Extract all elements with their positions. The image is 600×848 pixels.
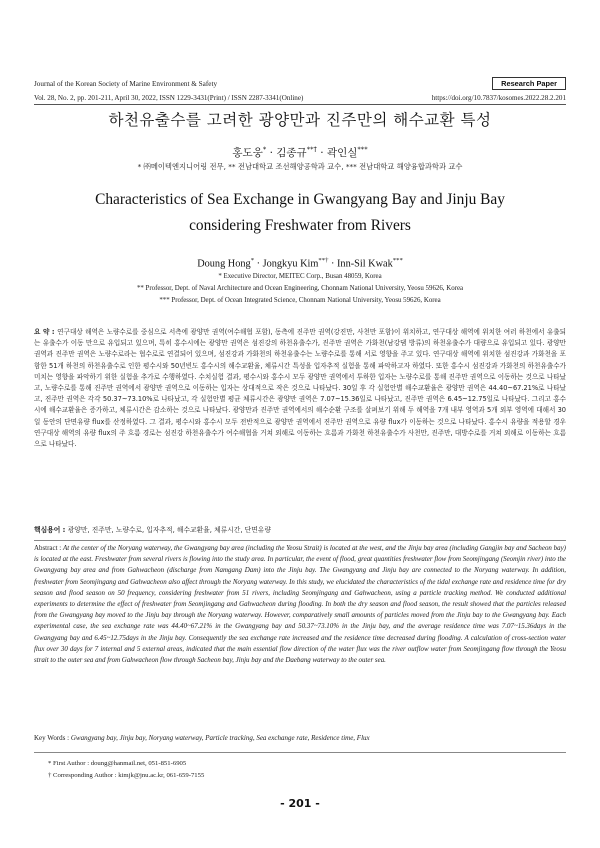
author-name: 홍도웅	[232, 147, 263, 159]
keywords-korean	[34, 524, 271, 534]
footnote-corresponding-author: † Corresponding Author : kimjk@jnu.ac.kr, 061-659-7155	[48, 772, 205, 779]
author-mark: **†	[306, 145, 317, 154]
affiliation-english-2: ** Professor, Dept. of Naval Architecture and Ocean Engineering, Chonnam National University, Yeosu 59626, Korea	[136, 285, 464, 292]
author-mark: ***	[357, 145, 368, 154]
author-name: 김종규	[276, 147, 307, 159]
keywords-korean-text: 광양만, 진주만, 노량수로, 입자추적, 해수교환율, 체류시간, 단면유량	[67, 526, 271, 534]
page-number: - 201 -	[280, 797, 320, 810]
author-name: Jongkyu Kim	[262, 258, 319, 270]
author-name: 곽인실	[326, 147, 358, 159]
header-divider	[34, 104, 566, 105]
footnote-divider	[34, 752, 566, 753]
author-mark: *	[250, 257, 255, 264]
affiliation-english-1: * Executive Director, MEITEC Corp., Busan 48059, Korea	[218, 273, 382, 280]
footnote-first-author: * First Author : doung@hanmail.net, 051-851-6905	[48, 760, 187, 767]
author-name: Inn-Sil Kwak	[337, 258, 393, 270]
keywords-english-text: Gwangyang bay, Jinju bay, Noryang waterway, Particle tracking, Sea exchange rate, Residence time, Flux	[70, 734, 370, 742]
volume-issn: Vol. 28, No. 2, pp. 201-211, April 30, 2022, ISSN 1229-3431(Print) / ISSN 2287-3341(Online)	[34, 94, 304, 102]
author-name: Doung Hong	[197, 258, 251, 270]
doi-link[interactable]: https://doi.org/10.7837/kosomes.2022.28.2.201	[431, 94, 566, 102]
title-korean: 하천유출수를 고려한 광양만과 진주만의 해수교환 특성	[108, 111, 492, 129]
abstract-korean-label: 요 약 :	[34, 328, 58, 336]
author-separator: ·	[266, 147, 277, 159]
research-paper-badge: Research Paper	[492, 77, 566, 90]
abstract-english	[34, 543, 566, 666]
keywords-english	[34, 734, 370, 742]
author-mark: **†	[318, 257, 329, 264]
authors-korean	[0, 145, 600, 160]
abstract-korean	[34, 327, 566, 450]
keywords-korean-label: 핵심용어 :	[34, 526, 68, 534]
abstract-korean-text: 연구대상 해역은 노량수로를 중심으로 서측에 광양만 권역(여수해협 포함), 동측에 진주만 권역(강진만, 사천만 포함)이 위치하고, 연구대상 해역에 위치한 여러 하천에서 유출되는 유출수가 이동 만으로 유입되고 있으며, 특히 홍수시에는 광양만 권역은 섬진강의 하천유출수가, 진주만 권역은 가화천(남강댐 방류)의 하천유출수가 대량으로 유입되고 있다. 광양만 권역과 진주만 권역은 노량수로라는 협수로로 연결되어 있으며, 섬진강과 가화천의 하천유출수는 노량수로를 통해 서로 영향을 주고 있다. 연구대상 해역에 위치한 섬진강과 가화천을 포함한 51개 하천의 하천유출수로 인한 평수시와 50년빈도 홍수시의 해수교환율, 체류시간 특성을 입자추적 실험을 통해 파악하고자 하였다. 또한 홍수시 섬진강과 가화천의 하천유출수가 미치는 영향을 파악하기 위한 실험을 추가로 수행하였다. 수치실험 결과, 평수시와 홍수시 모두 광양만 권역에서 투하한 입자는 노량수로를 통해 진주만 권역으로 이동하는 것으로 나타났고, 노량수로를 통해 진주만 권역에서 광양만 권역으로 이동하는 입자는 상대적으로 작은 것으로 나타났다. 30일 후 각 실험안별 해수교환율은 광양만 권역은 44.40~67.21%로 나타났고, 진주만 권역은 각각 50.37~73.10%로 나타났고, 각 실험안별 평균 체류시간은 광양만 권역은 7.07~15.36일로 나타났고, 진주만 권역은 6.45~12.75일로 나타났다. 그리고 홍수시에 해수교환율은 증가하고, 체류시간은 감소하는 것으로 나타났다. 광양만과 진주만 권역에서의 해수순환 구조를 살펴보기 위해 두 해역을 7개 내부 영역과 5개 외부 영역에 대해서 30일 동안의 단면유량 flux를 산정하였다. 그 결과, 평수시와 홍수시 모두 전반적으로 광양만 권역에서 진주만 권역으로 유량 flux가 이동하는 것으로 나타났다. 홍수시 유량을 적용할 경우 연구대상 해역의 유량 flux의 주 흐름 경로는 섬진강 하천유출수가 여수해협을 거쳐 외해로 이동하는 흐름과 가화천 하천유출수가 사천만, 진주만, 대방수로를 거쳐 외해로 이동하는 흐름으로 나타났다.	[34, 328, 566, 449]
author-mark: *	[262, 145, 267, 154]
authors-english	[0, 257, 600, 269]
keywords-english-label: Key Words :	[34, 734, 71, 742]
title-english-line2: considering Freshwater from Rivers	[189, 217, 411, 234]
abstract-english-label: Abstract :	[34, 544, 64, 552]
author-mark: ***	[392, 257, 403, 264]
journal-name: Journal of the Korean Society of Marine Environment & Safety	[34, 80, 218, 88]
title-english-line1: Characteristics of Sea Exchange in Gwangyang Bay and Jinju Bay	[95, 191, 505, 208]
affiliation-english-3: *** Professor, Dept. of Ocean Integrated Science, Chonnam National University, Yeosu 59626, Korea	[159, 297, 441, 304]
affiliation-korean: * ㈜메이텍엔지니어링 전무, ** 전남대학교 조선해양공학과 교수, *** 전남대학교 해양융합과학과 교수	[137, 162, 463, 171]
abstract-divider	[34, 540, 566, 541]
author-separator: ·	[254, 258, 263, 270]
abstract-english-text: At the center of the Noryang waterway, the Gwangyang bay area (including the Yeosu Strait) is located at the west, and the Jinju bay area (including Gangjin bay and Sacheon bay) is located at the east. Freshwater from several rivers is flowing into the study area. In particular, the event of flood, great quantities freshwater flow from Seomjingang (Seomjin river) into the Gwangyang bay area and from Gahwacheon (discharge from Namgang Dam) into the Jinju bay. The Gwangyang and Jinju bay are connected to the Noryang waterway. In addition, freshwater from Seomjingang and Gahwacheon also affect through the Noryang waterway. In this study, we elucidated the characteristics of the tidal exchange rate and residence time for dry season and flood season on 50 frequency, considering freshwater from 51 rivers, including Seomjingang and Gahwacheon, using a particle tracking method. We conducted additional experiments to determine the effect of freshwater from Seomjingang and Gahwacheon during flooding. In both the dry season and flood season, the result showed that the particles released from the Gwangyang bay moved to the Jinju bay through the Noryang waterway. However, comparatively small amounts of particles moved from the Jinju bay to the Gwangyang bay. Each experimental case, the sea exchange rate was 44.40~67.21% in the Gwangyang bay and 50.37~73.10% in the Jinju bay, and the average residence time was 7.07~15.36days in the Gwangyang bay and 6.45~12.75days in the Jinju bay. Consequently the sea exchange rate increased and the residence time decreased during flooding. A calculation of cross-section water flux over 30 days for 7 internal and 5 external areas, indicated that the main essential flow direction of the water flux was the river outflow water from Seomjingang flow through the Yeosu strait to the outer sea and from Gahwacheon flow through Sacheon bay, Jinju bay and the Daebang waterway to the outer sea.	[34, 544, 566, 665]
author-separator: ·	[316, 147, 327, 159]
author-separator: ·	[328, 258, 337, 270]
